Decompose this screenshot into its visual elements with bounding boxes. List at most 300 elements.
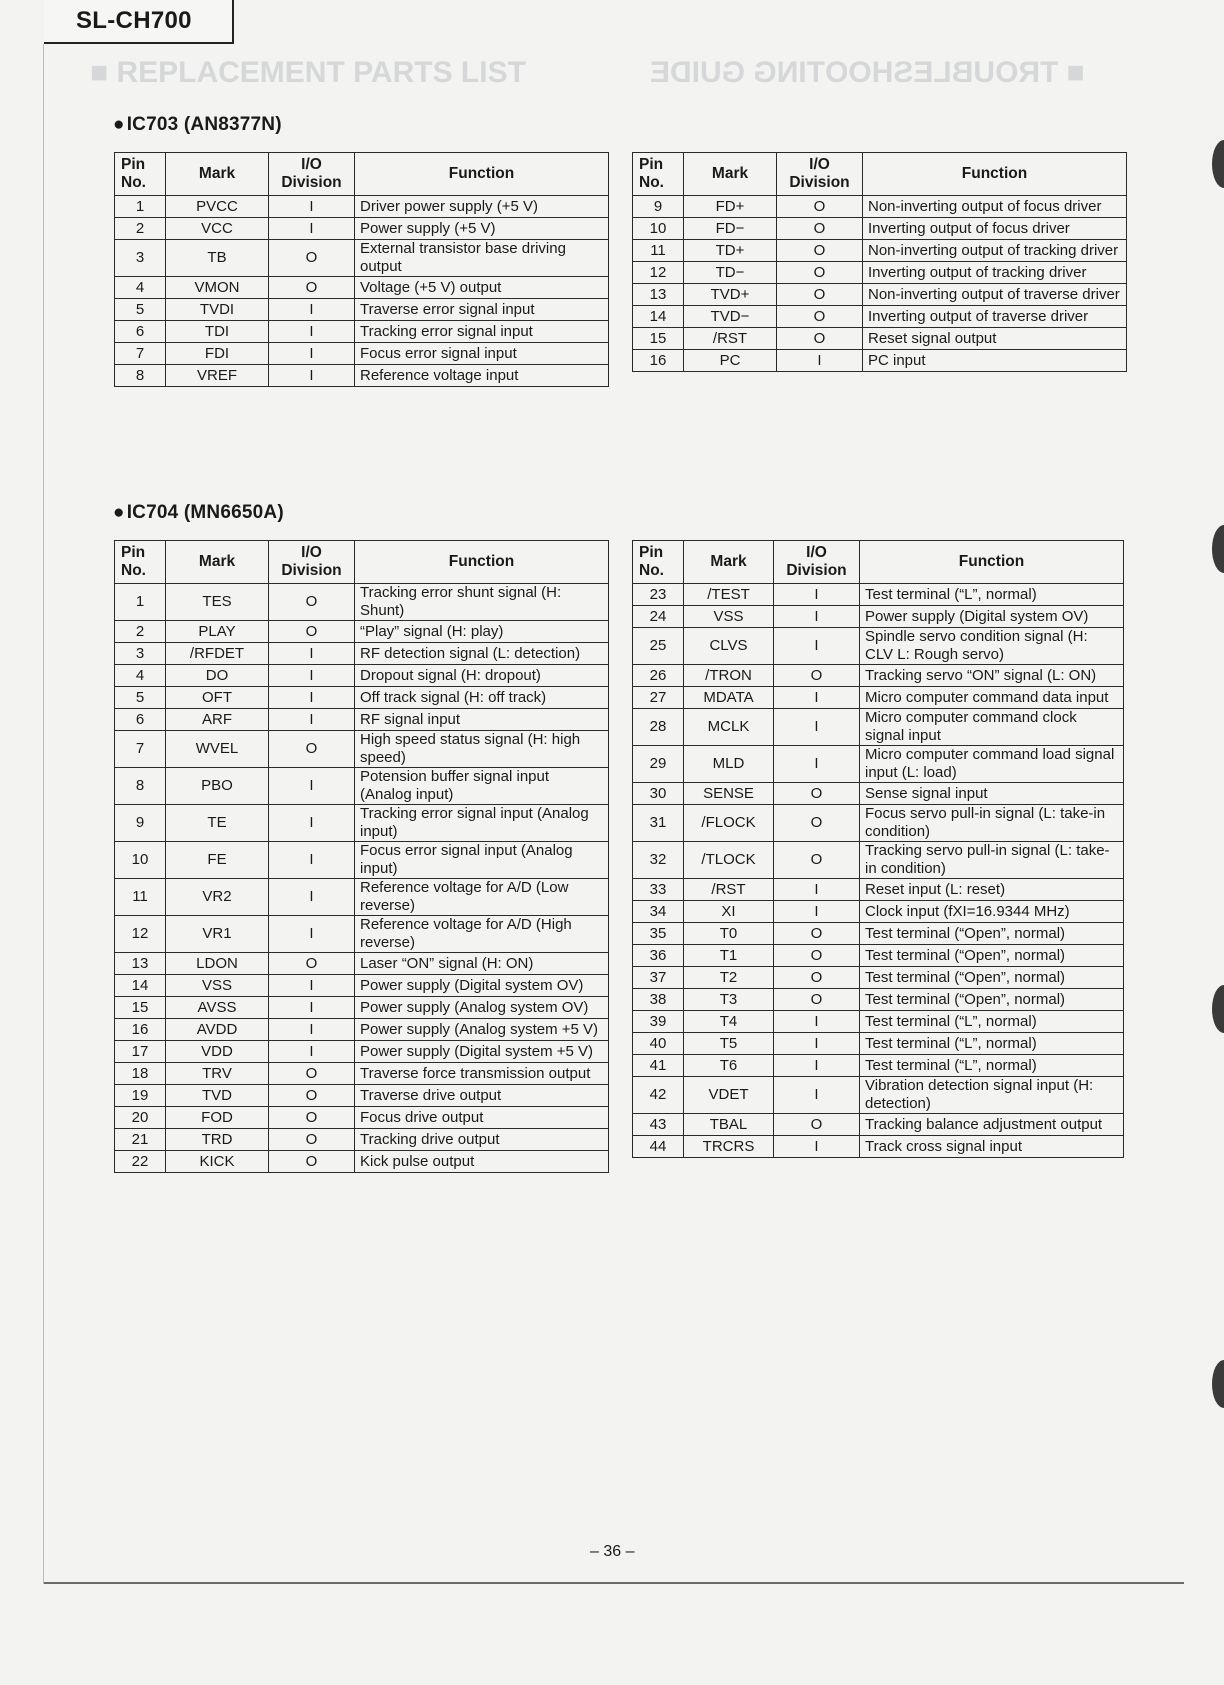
- function-cell: Reference voltage for A/D (High reverse): [355, 916, 609, 953]
- pin-number-cell: 21: [115, 1129, 166, 1151]
- io-division-cell: I: [269, 997, 355, 1019]
- punch-hole-icon: [1212, 985, 1224, 1033]
- io-division-cell: I: [774, 1136, 860, 1158]
- pin-number-cell: 11: [633, 240, 684, 262]
- table-row: [115, 1063, 609, 1085]
- mark-cell: VREF: [166, 365, 269, 387]
- table-row: [115, 842, 609, 879]
- table-row: [633, 709, 1124, 746]
- pin-number-cell: 16: [115, 1019, 166, 1041]
- ic704-pin-table-left: [114, 540, 609, 1173]
- function-cell: External transistor base driving output: [355, 240, 609, 277]
- function-cell: Test terminal (“Open”, normal): [860, 989, 1124, 1011]
- mark-cell: WVEL: [166, 731, 269, 768]
- pin-number-cell: 37: [633, 967, 684, 989]
- pin-number-cell: 14: [115, 975, 166, 997]
- mark-cell: VDET: [684, 1077, 774, 1114]
- pin-number-cell: 3: [115, 240, 166, 277]
- function-cell: Inverting output of tracking driver: [863, 262, 1127, 284]
- mark-cell: TBAL: [684, 1114, 774, 1136]
- mark-cell: TVD: [166, 1085, 269, 1107]
- ic703-pin-table-right: [632, 152, 1127, 372]
- function-cell: Inverting output of traverse driver: [863, 306, 1127, 328]
- table-row: [115, 299, 609, 321]
- io-division-cell: O: [777, 284, 863, 306]
- mark-cell: FD−: [684, 218, 777, 240]
- mark-cell: VSS: [684, 606, 774, 628]
- function-cell: Vibration detection signal input (H: detection): [860, 1077, 1124, 1114]
- function-cell: Test terminal (“Open”, normal): [860, 945, 1124, 967]
- page-number: – 36 –: [590, 1543, 635, 1560]
- pin-number-cell: 38: [633, 989, 684, 1011]
- io-division-cell: O: [269, 1151, 355, 1173]
- mark-cell: TD−: [684, 262, 777, 284]
- function-cell: Non-inverting output of traverse driver: [863, 284, 1127, 306]
- table-row: [633, 746, 1124, 783]
- io-division-cell: O: [269, 584, 355, 621]
- function-cell: Tracking servo pull-in signal (L: take-in condition): [860, 842, 1124, 879]
- header-mark: Mark: [166, 541, 269, 584]
- io-division-cell: O: [269, 1129, 355, 1151]
- io-division-cell: I: [269, 842, 355, 879]
- header-mark: Mark: [166, 153, 269, 196]
- pin-number-cell: 10: [633, 218, 684, 240]
- pin-number-cell: 43: [633, 1114, 684, 1136]
- io-division-cell: I: [774, 687, 860, 709]
- function-cell: Potension buffer signal input (Analog input): [355, 768, 609, 805]
- mark-cell: VSS: [166, 975, 269, 997]
- io-division-cell: I: [774, 1077, 860, 1114]
- table-row: [633, 783, 1124, 805]
- table-row: [633, 879, 1124, 901]
- function-cell: Micro computer command data input: [860, 687, 1124, 709]
- io-division-cell: O: [269, 1063, 355, 1085]
- mark-cell: AVDD: [166, 1019, 269, 1041]
- pin-number-cell: 6: [115, 709, 166, 731]
- mark-cell: T2: [684, 967, 774, 989]
- function-cell: Traverse force transmission output: [355, 1063, 609, 1085]
- mark-cell: VMON: [166, 277, 269, 299]
- io-division-cell: O: [777, 328, 863, 350]
- table-row: [633, 350, 1127, 372]
- io-division-cell: O: [774, 1114, 860, 1136]
- table-row: [115, 321, 609, 343]
- table-row: [115, 768, 609, 805]
- mark-cell: /RST: [684, 879, 774, 901]
- function-cell: Tracking balance adjustment output: [860, 1114, 1124, 1136]
- function-cell: Power supply (Analog system OV): [355, 997, 609, 1019]
- mark-cell: /TEST: [684, 584, 774, 606]
- function-cell: Test terminal (“L”, normal): [860, 1011, 1124, 1033]
- mark-cell: MCLK: [684, 709, 774, 746]
- io-division-cell: O: [774, 989, 860, 1011]
- function-cell: PC input: [863, 350, 1127, 372]
- pin-number-cell: 26: [633, 665, 684, 687]
- header-pin-no: Pin No.: [633, 153, 684, 196]
- function-cell: Track cross signal input: [860, 1136, 1124, 1158]
- mark-cell: FDI: [166, 343, 269, 365]
- table-row: [633, 1033, 1124, 1055]
- function-cell: Traverse drive output: [355, 1085, 609, 1107]
- table-header-row: [115, 541, 609, 584]
- mark-cell: TDI: [166, 321, 269, 343]
- function-cell: Test terminal (“Open”, normal): [860, 967, 1124, 989]
- table-row: [115, 687, 609, 709]
- header-function: Function: [355, 541, 609, 584]
- mark-cell: ARF: [166, 709, 269, 731]
- footer-rule: [44, 1582, 1184, 1584]
- mark-cell: FOD: [166, 1107, 269, 1129]
- function-cell: Reset signal output: [863, 328, 1127, 350]
- table-row: [633, 665, 1124, 687]
- io-division-cell: I: [774, 1055, 860, 1077]
- function-cell: Driver power supply (+5 V): [355, 196, 609, 218]
- mark-cell: SENSE: [684, 783, 774, 805]
- table-row: [115, 621, 609, 643]
- io-division-cell: I: [777, 350, 863, 372]
- model-label: SL-CH700: [44, 0, 234, 44]
- pin-number-cell: 39: [633, 1011, 684, 1033]
- pin-number-cell: 8: [115, 365, 166, 387]
- mark-cell: T1: [684, 945, 774, 967]
- function-cell: Tracking drive output: [355, 1129, 609, 1151]
- pin-number-cell: 2: [115, 621, 166, 643]
- bullet-icon: ●: [113, 114, 125, 135]
- mark-cell: VR2: [166, 879, 269, 916]
- io-division-cell: O: [774, 783, 860, 805]
- header-mark: Mark: [684, 541, 774, 584]
- pin-number-cell: 11: [115, 879, 166, 916]
- mark-cell: TES: [166, 584, 269, 621]
- io-division-cell: I: [269, 299, 355, 321]
- header-pin-no: Pin No.: [633, 541, 684, 584]
- mark-cell: TRV: [166, 1063, 269, 1085]
- header-function: Function: [860, 541, 1124, 584]
- io-division-cell: I: [269, 805, 355, 842]
- mark-cell: TVD−: [684, 306, 777, 328]
- function-cell: Non-inverting output of tracking driver: [863, 240, 1127, 262]
- function-cell: Power supply (Analog system +5 V): [355, 1019, 609, 1041]
- function-cell: Kick pulse output: [355, 1151, 609, 1173]
- table-row: [115, 916, 609, 953]
- pin-number-cell: 1: [115, 584, 166, 621]
- mark-cell: FE: [166, 842, 269, 879]
- pin-number-cell: 32: [633, 842, 684, 879]
- io-division-cell: I: [269, 1019, 355, 1041]
- table-row: [633, 805, 1124, 842]
- io-division-cell: I: [269, 879, 355, 916]
- pin-number-cell: 3: [115, 643, 166, 665]
- pin-number-cell: 5: [115, 687, 166, 709]
- function-cell: Sense signal input: [860, 783, 1124, 805]
- header-io-division: I/O Division: [774, 541, 860, 584]
- function-cell: Tracking error signal input: [355, 321, 609, 343]
- table-row: [115, 196, 609, 218]
- io-division-cell: I: [269, 975, 355, 997]
- mark-cell: T3: [684, 989, 774, 1011]
- table-row: [633, 1077, 1124, 1114]
- io-division-cell: I: [269, 218, 355, 240]
- header-function: Function: [863, 153, 1127, 196]
- function-cell: Micro computer command load signal input (L: load): [860, 746, 1124, 783]
- mark-cell: PC: [684, 350, 777, 372]
- table-row: [115, 643, 609, 665]
- table-row: [115, 665, 609, 687]
- io-division-cell: O: [269, 953, 355, 975]
- pin-number-cell: 40: [633, 1033, 684, 1055]
- mark-cell: PLAY: [166, 621, 269, 643]
- table-row: [115, 1107, 609, 1129]
- io-division-cell: I: [774, 1011, 860, 1033]
- header-mark: Mark: [684, 153, 777, 196]
- table-row: [115, 1129, 609, 1151]
- pin-number-cell: 29: [633, 746, 684, 783]
- table-row: [633, 196, 1127, 218]
- io-division-cell: O: [269, 240, 355, 277]
- function-cell: Tracking error signal input (Analog input): [355, 805, 609, 842]
- table-row: [115, 218, 609, 240]
- table-row: [115, 805, 609, 842]
- mark-cell: TD+: [684, 240, 777, 262]
- pin-number-cell: 5: [115, 299, 166, 321]
- table-row: [115, 240, 609, 277]
- io-division-cell: O: [269, 621, 355, 643]
- function-cell: Test terminal (“L”, normal): [860, 1033, 1124, 1055]
- mark-cell: TB: [166, 240, 269, 277]
- mark-cell: T6: [684, 1055, 774, 1077]
- io-division-cell: O: [777, 218, 863, 240]
- table-row: [115, 277, 609, 299]
- function-cell: Dropout signal (H: dropout): [355, 665, 609, 687]
- io-division-cell: I: [269, 687, 355, 709]
- io-division-cell: O: [269, 1085, 355, 1107]
- pin-number-cell: 22: [115, 1151, 166, 1173]
- function-cell: Power supply (+5 V): [355, 218, 609, 240]
- io-division-cell: O: [774, 923, 860, 945]
- function-cell: Power supply (Digital system OV): [355, 975, 609, 997]
- function-cell: Focus error signal input (Analog input): [355, 842, 609, 879]
- io-division-cell: O: [774, 967, 860, 989]
- table-row: [115, 1151, 609, 1173]
- mark-cell: OFT: [166, 687, 269, 709]
- table-row: [633, 262, 1127, 284]
- function-cell: Voltage (+5 V) output: [355, 277, 609, 299]
- io-division-cell: O: [777, 306, 863, 328]
- mark-cell: KICK: [166, 1151, 269, 1173]
- function-cell: Spindle servo condition signal (H: CLV L: Rough servo): [860, 628, 1124, 665]
- table-row: [115, 1019, 609, 1041]
- function-cell: Traverse error signal input: [355, 299, 609, 321]
- header-pin-no: Pin No.: [115, 541, 166, 584]
- table-row: [633, 901, 1124, 923]
- bleed-through-heading-left: ■ REPLACEMENT PARTS LIST: [90, 56, 526, 89]
- pin-number-cell: 30: [633, 783, 684, 805]
- table-row: [633, 328, 1127, 350]
- function-cell: “Play” signal (H: play): [355, 621, 609, 643]
- mark-cell: /RFDET: [166, 643, 269, 665]
- ic704-section-title: [113, 502, 284, 524]
- table-row: [633, 1055, 1124, 1077]
- table-row: [115, 1085, 609, 1107]
- io-division-cell: I: [269, 343, 355, 365]
- pin-number-cell: 13: [115, 953, 166, 975]
- pin-number-cell: 20: [115, 1107, 166, 1129]
- table-header-row: [633, 541, 1124, 584]
- function-cell: Test terminal (“Open”, normal): [860, 923, 1124, 945]
- pin-number-cell: 4: [115, 277, 166, 299]
- io-division-cell: O: [269, 1107, 355, 1129]
- io-division-cell: O: [777, 262, 863, 284]
- function-cell: Focus servo pull-in signal (L: take-in condition): [860, 805, 1124, 842]
- header-function: Function: [355, 153, 609, 196]
- pin-number-cell: 1: [115, 196, 166, 218]
- function-cell: Laser “ON” signal (H: ON): [355, 953, 609, 975]
- ic704-title-text: IC704 (MN6650A): [126, 502, 284, 523]
- pin-number-cell: 42: [633, 1077, 684, 1114]
- pin-number-cell: 34: [633, 901, 684, 923]
- function-cell: Reset input (L: reset): [860, 879, 1124, 901]
- io-division-cell: I: [269, 643, 355, 665]
- function-cell: Tracking error shunt signal (H: Shunt): [355, 584, 609, 621]
- table-row: [115, 879, 609, 916]
- table-row: [115, 343, 609, 365]
- table-row: [633, 306, 1127, 328]
- pin-number-cell: 14: [633, 306, 684, 328]
- pin-number-cell: 7: [115, 731, 166, 768]
- pin-number-cell: 28: [633, 709, 684, 746]
- mark-cell: XI: [684, 901, 774, 923]
- header-io-division: I/O Division: [269, 541, 355, 584]
- mark-cell: /TLOCK: [684, 842, 774, 879]
- header-io-division: I/O Division: [777, 153, 863, 196]
- table-row: [633, 284, 1127, 306]
- function-cell: Clock input (fXI=16.9344 MHz): [860, 901, 1124, 923]
- table-row: [633, 945, 1124, 967]
- mark-cell: DO: [166, 665, 269, 687]
- mark-cell: TVD+: [684, 284, 777, 306]
- pin-number-cell: 7: [115, 343, 166, 365]
- pin-number-cell: 2: [115, 218, 166, 240]
- pin-number-cell: 24: [633, 606, 684, 628]
- mark-cell: AVSS: [166, 997, 269, 1019]
- io-division-cell: I: [774, 901, 860, 923]
- mark-cell: FD+: [684, 196, 777, 218]
- header-io-division: I/O Division: [269, 153, 355, 196]
- io-division-cell: I: [774, 709, 860, 746]
- io-division-cell: I: [269, 196, 355, 218]
- pin-number-cell: 12: [633, 262, 684, 284]
- pin-number-cell: 44: [633, 1136, 684, 1158]
- table-row: [633, 628, 1124, 665]
- table-row: [633, 842, 1124, 879]
- io-division-cell: O: [774, 665, 860, 687]
- pin-number-cell: 23: [633, 584, 684, 606]
- mark-cell: TE: [166, 805, 269, 842]
- mark-cell: TRCRS: [684, 1136, 774, 1158]
- page-margin-line: [43, 44, 44, 1584]
- io-division-cell: I: [774, 606, 860, 628]
- io-division-cell: O: [774, 842, 860, 879]
- table-row: [633, 967, 1124, 989]
- io-division-cell: I: [269, 321, 355, 343]
- punch-hole-icon: [1212, 1360, 1224, 1408]
- mark-cell: /TRON: [684, 665, 774, 687]
- io-division-cell: I: [269, 768, 355, 805]
- punch-hole-icon: [1212, 525, 1224, 573]
- table-row: [115, 997, 609, 1019]
- function-cell: Off track signal (H: off track): [355, 687, 609, 709]
- mark-cell: PBO: [166, 768, 269, 805]
- function-cell: Power supply (Digital system +5 V): [355, 1041, 609, 1063]
- function-cell: Focus error signal input: [355, 343, 609, 365]
- table-row: [115, 731, 609, 768]
- table-row: [633, 584, 1124, 606]
- function-cell: Test terminal (“L”, normal): [860, 584, 1124, 606]
- table-row: [115, 584, 609, 621]
- pin-number-cell: 25: [633, 628, 684, 665]
- io-division-cell: I: [269, 916, 355, 953]
- pin-number-cell: 13: [633, 284, 684, 306]
- pin-number-cell: 4: [115, 665, 166, 687]
- mark-cell: LDON: [166, 953, 269, 975]
- mark-cell: T0: [684, 923, 774, 945]
- mark-cell: PVCC: [166, 196, 269, 218]
- pin-number-cell: 15: [115, 997, 166, 1019]
- mark-cell: MLD: [684, 746, 774, 783]
- pin-number-cell: 41: [633, 1055, 684, 1077]
- pin-number-cell: 35: [633, 923, 684, 945]
- function-cell: Test terminal (“L”, normal): [860, 1055, 1124, 1077]
- function-cell: Micro computer command clock signal input: [860, 709, 1124, 746]
- ic704-pin-table-right: [632, 540, 1124, 1158]
- mark-cell: VR1: [166, 916, 269, 953]
- mark-cell: TVDI: [166, 299, 269, 321]
- mark-cell: T4: [684, 1011, 774, 1033]
- table-row: [115, 365, 609, 387]
- io-division-cell: O: [777, 240, 863, 262]
- table-row: [115, 1041, 609, 1063]
- table-row: [633, 1114, 1124, 1136]
- mark-cell: /RST: [684, 328, 777, 350]
- table-row: [115, 709, 609, 731]
- pin-number-cell: 18: [115, 1063, 166, 1085]
- mark-cell: TRD: [166, 1129, 269, 1151]
- pin-number-cell: 36: [633, 945, 684, 967]
- header-pin-no: Pin No.: [115, 153, 166, 196]
- table-header-row: [115, 153, 609, 196]
- table-row: [115, 953, 609, 975]
- mark-cell: VDD: [166, 1041, 269, 1063]
- io-division-cell: I: [774, 746, 860, 783]
- function-cell: Tracking servo “ON” signal (L: ON): [860, 665, 1124, 687]
- pin-number-cell: 15: [633, 328, 684, 350]
- io-division-cell: O: [777, 196, 863, 218]
- io-division-cell: O: [269, 277, 355, 299]
- punch-hole-icon: [1212, 140, 1224, 188]
- io-division-cell: I: [774, 584, 860, 606]
- table-row: [633, 1011, 1124, 1033]
- function-cell: Inverting output of focus driver: [863, 218, 1127, 240]
- function-cell: Focus drive output: [355, 1107, 609, 1129]
- pin-number-cell: 6: [115, 321, 166, 343]
- ic703-section-title: [113, 114, 282, 136]
- io-division-cell: I: [774, 879, 860, 901]
- function-cell: Power supply (Digital system OV): [860, 606, 1124, 628]
- ic703-title-text: IC703 (AN8377N): [126, 114, 282, 135]
- mark-cell: VCC: [166, 218, 269, 240]
- table-row: [633, 606, 1124, 628]
- table-row: [633, 989, 1124, 1011]
